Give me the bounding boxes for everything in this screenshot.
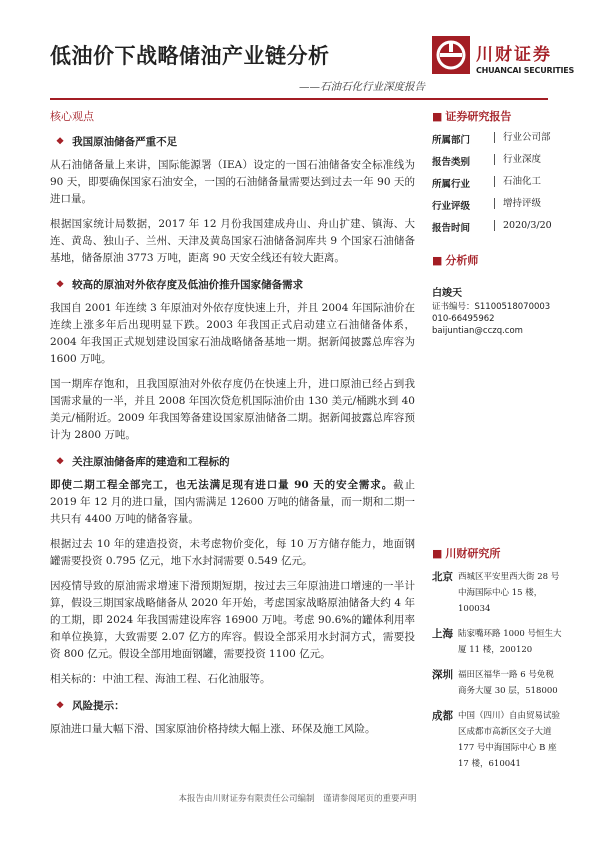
info-value: 增持评级 (494, 198, 541, 209)
diamond-bullet-icon: ❖ (56, 279, 65, 290)
analyst-email[interactable]: baijuntian@cczq.com (432, 326, 523, 336)
info-row (432, 132, 562, 154)
section-heading-text: 较高的原油对外依存度及低油价推升国家储备需求 (72, 279, 304, 291)
info-row (432, 220, 562, 242)
info-key: 报告时间 (432, 223, 471, 234)
diamond-bullet-icon: ❖ (56, 136, 65, 147)
info-value: 行业深度 (494, 154, 541, 165)
analyst-cert: 证书编号：S1100518070003 (432, 302, 551, 312)
info-row (432, 154, 562, 176)
analyst-phone: 010-66495962 (432, 314, 495, 324)
info-row (432, 198, 562, 220)
logo-text-en: CHUANCAI SECURITIES (476, 66, 575, 75)
research-heading-text: 川财研究所 (445, 547, 501, 560)
info-key: 报告类别 (432, 157, 471, 168)
main-content (50, 108, 415, 746)
office-city: 上海 (432, 628, 453, 640)
info-key: 所属部门 (432, 135, 471, 146)
office-address: 西城区平安里西大街 28 号中海国际中心 15 楼，100034 (458, 572, 560, 614)
square-bullet-icon: ■ (432, 109, 443, 123)
info-key: 所属行业 (432, 179, 471, 190)
highlight-text: 即使二期工程全部完工，也无法满足现有进口量 90 天的安全需求。 (50, 479, 394, 491)
chuancai-logo-icon (432, 36, 470, 74)
analyst-heading (432, 252, 562, 268)
logo-text-cn: 川财证券 (476, 45, 552, 65)
header-rule (50, 98, 548, 100)
report-subtitle: ——石油石化行业深度报告 (299, 81, 425, 93)
body-paragraph: 根据过去 10 年的建造投资，未考虑物价变化，每 10 万方储存能力，地面钢罐需要投资 0.795 亿元，地下水封洞需要 0.549 亿元。 (50, 538, 415, 567)
section-heading (50, 134, 415, 149)
office-list (432, 569, 562, 772)
info-value: 石油化工 (494, 176, 541, 187)
square-bullet-icon: ■ (432, 546, 443, 560)
body-paragraph: 因疫情导致的原油需求增速下滑预期短期，按过去三年原油进口增速的一半计算，假设三期国家战略储备从 2020 年开始，考虑国家战略原油储备大约 4 年的工期，即 2024 年我国需建设库容 16900 万吨。考虑 90.6%的罐体利用率和单位换算，大致需要 2.07 亿方的库容。假设全部采用水封洞方式，需要投资 800 亿元。假设全部用地面钢罐，需要投资 1100 亿元。 (50, 580, 415, 660)
office-city: 成都 (432, 710, 453, 722)
company-logo (432, 36, 575, 84)
office-item (432, 569, 562, 617)
section-heading (50, 277, 415, 292)
body-paragraph: 我国自 2001 年连续 3 年原油对外依存度快速上升，并且 2004 年国际油价在连续上涨多年后出现明显下跌。2003 年我国正式启动建立石油储备体系，2004 年我国正式规划建设国家石油战略储备基地一期。据新闻披露总库容为 1600 万吨。 (50, 302, 415, 365)
diamond-bullet-icon: ❖ (56, 456, 65, 467)
footer-disclaimer: 本报告由川财证券有限责任公司编制 谨请参阅尾页的重要声明 (178, 794, 417, 804)
section-heading-text: 风险提示： (72, 700, 125, 712)
section-heading-text: 关注原油储备库的建造和工程标的 (72, 456, 230, 468)
report-heading-text: 证券研究报告 (445, 110, 512, 123)
office-address: 陆家嘴环路 1000 号恒生大厦 11 楼，200120 (458, 629, 562, 655)
info-row (432, 176, 562, 198)
office-item (432, 667, 562, 699)
research-heading (432, 545, 562, 561)
report-heading (432, 108, 562, 124)
body-paragraph (50, 477, 415, 528)
office-address: 中国（四川）自由贸易试验区成都市高新区交子大道 177 号中海国际中心 B 座 17 楼，610041 (458, 711, 561, 769)
section-heading (50, 698, 415, 713)
report-title: 低油价下战略储油产业链分析 (50, 44, 330, 68)
body-paragraph: 相关标的：中油工程、海油工程、石化油服等。 (50, 673, 271, 685)
info-value: 行业公司部 (494, 132, 551, 143)
office-address: 福田区福华一路 6 号免税商务大厦 30 层，518000 (458, 670, 558, 696)
analyst-name: 白竣天 (432, 288, 462, 299)
body-paragraph: 原油进口量大幅下滑、国家原油价格持续大幅上涨、环保及施工风险。 (50, 723, 376, 735)
report-info-list (432, 132, 562, 242)
section-heading (50, 454, 415, 469)
body-paragraph: 根据国家统计局数据，2017 年 12 月份我国建成舟山、舟山扩建、镇海、大连、黄岛、独山子、兰州、天津及黄岛国家石油储备洞库共 9 个国家石油储备基地，储备原油 3773 万吨，距离 90 天安全线还有较大距离。 (50, 218, 415, 264)
diamond-bullet-icon: ❖ (56, 700, 65, 711)
analyst-heading-text: 分析师 (445, 254, 479, 267)
office-city: 北京 (432, 571, 453, 583)
paragraph-text: 截止 2019 年 12 月的进口量，国内需满足 12600 万吨的储备量，而一期和二期一共只有 4400 万吨的储备容量。 (50, 479, 415, 525)
core-views-label: 核心观点 (50, 110, 94, 123)
body-paragraph: 从石油储备量上来讲，国际能源署（IEA）设定的一国石油储备安全标准线为 90 天，即要确保国家石油安全，一国的石油储备量需要达到过去一年 90 天的进口量。 (50, 159, 415, 205)
square-bullet-icon: ■ (432, 253, 443, 267)
sidebar (432, 108, 562, 781)
section-heading-text: 我国原油储备严重不足 (72, 136, 178, 148)
office-city: 深圳 (432, 669, 453, 681)
content-blocks (50, 134, 415, 738)
info-key: 行业评级 (432, 201, 471, 212)
office-item (432, 626, 562, 658)
body-paragraph: 国一期库存饱和，且我国原油对外依存度仍在快速上升，进口原油已经占到我国需求量的一半，并且 2008 年国次贷危机国际油价由 130 美元/桶跳水到 40 美元/桶附近。2009 年我国筹备建设国家原油储备二期。据新闻披露总库容预计为 2800 万吨。 (50, 378, 415, 441)
info-value: 2020/3/20 (494, 220, 552, 231)
office-item (432, 708, 562, 772)
